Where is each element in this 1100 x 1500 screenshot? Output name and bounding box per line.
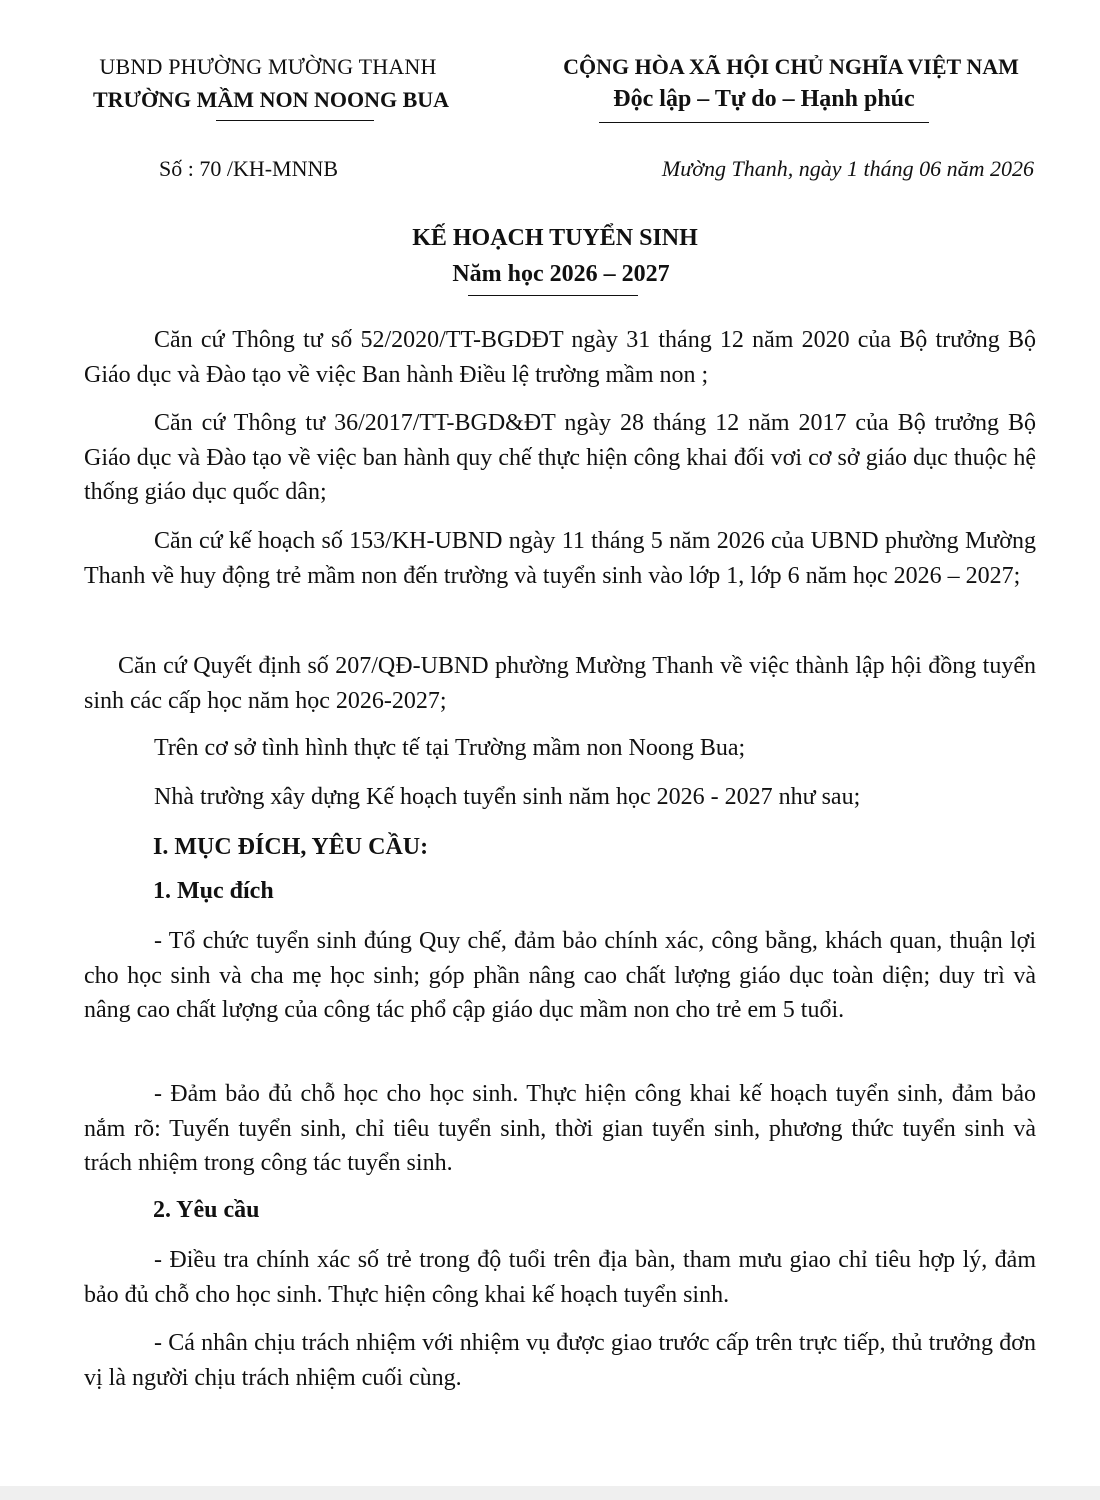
subtitle-underline — [468, 295, 638, 296]
school-name: TRƯỜNG MẦM NON NOONG BUA — [92, 87, 450, 112]
preamble-paragraph: Nhà trường xây dựng Kế hoạch tuyển sinh năm học 2026 - 2027 như sau; — [154, 784, 861, 810]
document-number: Số : 70 /KH-MNNB — [159, 156, 339, 181]
national-motto-underline — [599, 122, 929, 123]
national-motto: Độc lập – Tự do – Hạnh phúc — [613, 86, 915, 112]
preamble-paragraph: Căn cứ Thông tư 36/2017/TT-BGD&ĐT ngày 28 tháng 12 năm 2017 của Bộ trưởng Bộ Giáo dục và Đào tạo về việc ban hành quy chế thực hiện công khai đối vơi cơ sở giáo dục thuộc hệ thống giáo dục quốc dân; — [84, 410, 1036, 505]
preamble-paragraph: Căn cứ Quyết định số 207/QĐ-UBND phường Mường Thanh về việc thành lập hội đồng tuyển sinh các cấp học năm học 2026-2027; — [84, 653, 1036, 714]
body-paragraph: - Đảm bảo đủ chỗ học cho học sinh. Thực hiện công khai kế hoạch tuyển sinh, đảm bảo nắm rõ: Tuyến tuyển sinh, chỉ tiêu tuyển sinh, thời gian tuyển sinh, phương thức tuyển sinh và trách nhiệm trong công tác tuyển sinh. — [84, 1081, 1036, 1176]
school-name-underline — [216, 120, 374, 121]
preamble-paragraph: Trên cơ sở tình hình thực tế tại Trường mầm non Noong Bua; — [154, 735, 746, 761]
place-and-date: Mường Thanh, ngày 1 tháng 06 năm 2026 — [661, 156, 1034, 181]
issuing-authority: UBND PHƯỜNG MƯỜNG THANH — [99, 54, 437, 79]
body-paragraph: - Tổ chức tuyển sinh đúng Quy chế, đảm bảo chính xác, công bằng, khách quan, thuận lợi cho học sinh và cha mẹ học sinh; góp phần nâng cao chất lượng giáo dục toàn diện; duy trì và nâng cao chất lượng của công tác phổ cập giáo dục mầm non cho trẻ em 5 tuổi. — [84, 928, 1036, 1023]
national-title: CỘNG HÒA XÃ HỘI CHỦ NGHĨA VIỆT NAM — [563, 54, 1019, 79]
body-paragraph: - Điều tra chính xác số trẻ trong độ tuổi trên địa bàn, tham mưu giao chỉ tiêu hợp lý, đảm bảo đủ chỗ cho học sinh. Thực hiện công khai kế hoạch tuyển sinh. — [84, 1247, 1036, 1308]
document-title: KẾ HOẠCH TUYỂN SINH — [412, 225, 698, 251]
page-bottom-edge — [0, 1486, 1100, 1500]
preamble-paragraph: Căn cứ Thông tư số 52/2020/TT-BGDĐT ngày 31 tháng 12 năm 2020 của Bộ trưởng Bộ Giáo dục và Đào tạo về việc Ban hành Điều lệ trường mầm non ; — [84, 327, 1036, 388]
subsection-heading: 2. Yêu cầu — [153, 1197, 260, 1223]
subsection-heading: 1. Mục đích — [153, 878, 274, 904]
preamble-paragraph: Căn cứ kế hoạch số 153/KH-UBND ngày 11 tháng 5 năm 2026 của UBND phường Mường Thanh về huy động trẻ mầm non đến trường và tuyển sinh vào lớp 1, lớp 6 năm học 2026 – 2027; — [84, 528, 1036, 589]
body-paragraph: - Cá nhân chịu trách nhiệm với nhiệm vụ được giao trước cấp trên trực tiếp, thủ trưởng đơn vị là người chịu trách nhiệm cuối cùng. — [84, 1330, 1036, 1391]
section-heading: I. MỤC ĐÍCH, YÊU CẦU: — [153, 834, 429, 860]
document-subtitle: Năm học 2026 – 2027 — [452, 261, 670, 287]
